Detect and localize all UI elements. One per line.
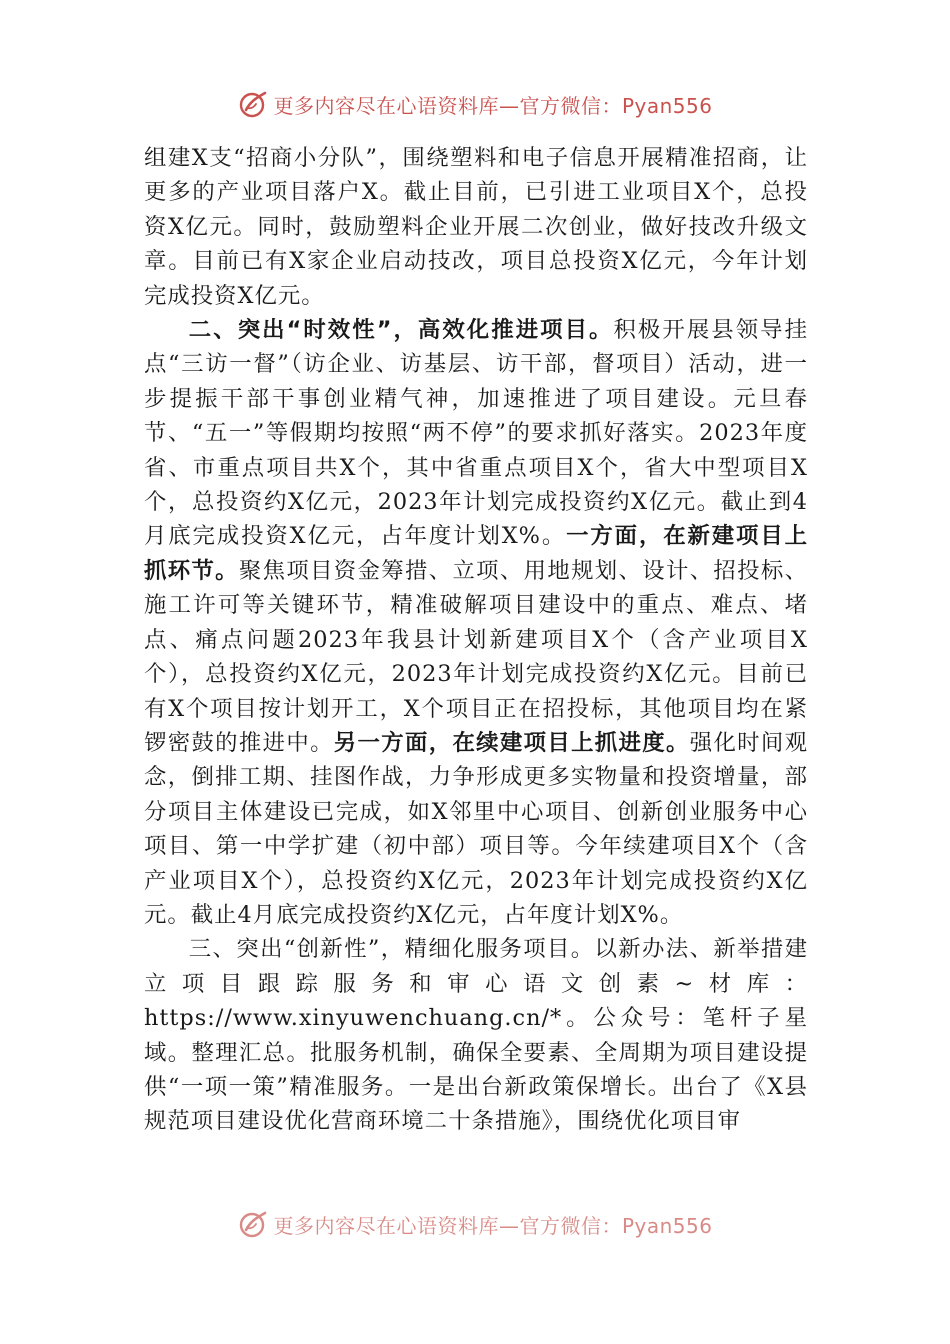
paragraph-2-text-a: 积极开展县领导挂点“三访一督”（访企业、访基层、访干部，督项目）活动，进一步提振干部干事创业精气神，加速推进了项目建设。元旦春节、“五一”等假期均按照“两不停”的要求抓好落实。2023年度省、市重点项目共X个，其中省重点项目X个，省大中型项目X个，总投资约X亿元，2023年计划完成投资约X亿元。截止到4月底完成投资X亿元，占年度计划X%。 (144, 317, 808, 550)
paragraph-3: 三、突出“创新性”，精细化服务项目。以新办法、新举措建立项目跟踪服务和审心语文创素~材库：https://www.xinyuwenchuang.cn/*。公众号：笔杆子星域。整理汇总。批服务机制，确保全要素、全周期为项目建设提供“一项一策”精准服务。一是出台新政策保增长。出台了《X县规范项目建设优化营商环境二十条措施》，围绕优化项目审 (144, 936, 808, 1135)
paragraph-2 (144, 313, 808, 932)
brush-logo-icon (237, 1208, 269, 1240)
watermark-header (0, 84, 950, 124)
section-heading-2: 二、突出“时效性”，高效化推进项目。 (188, 317, 614, 344)
watermark-footer (0, 1204, 950, 1244)
document-body (144, 141, 808, 1139)
paragraph-2-text-c: 强化时间观念，倒排工期、挂图作战，力争形成更多实物量和投资增量，部分项目主体建设已完成，如X邻里中心项目、创新创业服务中心项目、第一中学扩建（初中部）项目等。今年续建项目X个（含产业项目X个），总投资约X亿元，2023年计划完成投资约X亿元。截止4月底完成投资约X亿元，占年度计划X%。 (144, 729, 809, 928)
paragraph-1: 组建X支“招商小分队”，围绕塑料和电子信息开展精准招商，让更多的产业项目落户X。截止目前，已引进工业项目X个，总投资X亿元。同时，鼓励塑料企业开展二次创业，做好技改升级文章。目前已有X家企业启动技改，项目总投资X亿元，今年计划完成投资X亿元。 (144, 145, 808, 309)
watermark-text: 更多内容尽在心语资料库—官方微信：Pyan556 (273, 1213, 713, 1238)
subheading-continuing-projects: 另一方面，在续建项目上抓进度。 (333, 729, 690, 756)
subheading-new-projects: 一方面，在新建项目上抓环节。 (144, 523, 809, 584)
paragraph-2-text-b: 聚焦项目资金筹措、立项、用地规划、设计、招投标、施工许可等关键环节，精准破解项目建设中的重点、难点、堵点、痛点问题2023年我县计划新建项目X个（含产业项目X个），总投资约X亿元，2023年计划完成投资约X亿元。目前已有X个项目按计划开工，X个项目正在招投标，其他项目均在紧锣密鼓的推进中。 (144, 557, 809, 756)
watermark-text: 更多内容尽在心语资料库—官方微信：Pyan556 (273, 93, 713, 118)
brush-logo-icon (237, 88, 269, 120)
